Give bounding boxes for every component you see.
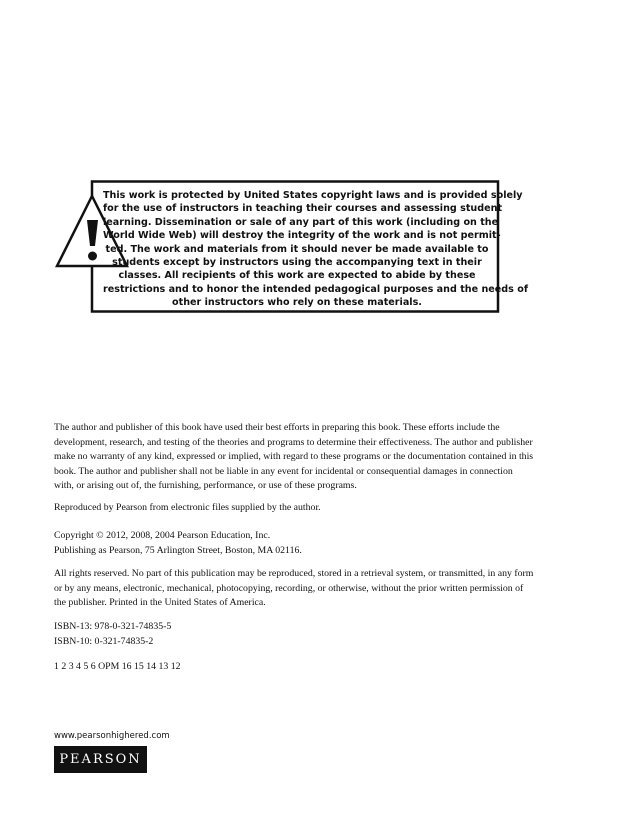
printing-numbers: 1 2 3 4 5 6 OPM 16 15 14 13 12 — [54, 661, 181, 672]
disclaimer-paragraph — [54, 421, 554, 494]
warning-line: This work is protected by United States copyright laws and is provided solely — [103, 190, 523, 201]
disclaimer-line: The author and publisher of this book have used their best efforts in preparing this book. These efforts include the — [54, 422, 500, 433]
pearson-logo-text: PEARSON — [59, 752, 142, 767]
copyright-line: Copyright © 2012, 2008, 2004 Pearson Education, Inc. — [54, 530, 271, 541]
rights-paragraph — [54, 567, 554, 611]
disclaimer-line: book. The author and publisher shall not be liable in any event for incidental or consequential damages in connection — [54, 465, 513, 477]
warning-line: other instructors who rely on these materials. — [172, 297, 422, 309]
isbn-10: ISBN-10: 0-321-74835-2 — [54, 635, 154, 647]
disclaimer-line: make no warranty of any kind, expressed or implied, with regard to these programs or the documentation contained in this — [54, 451, 534, 463]
disclaimer-line: development, research, and testing of the theories and programs to determine their effectiveness. The author and publisher — [54, 436, 533, 448]
copyright-warning-box — [55, 180, 528, 313]
rights-line: the publisher. Printed in the United States of America. — [54, 597, 266, 609]
warning-line: classes. All recipients of this work are expected to abide by these — [118, 270, 476, 282]
rights-line: or by any means, electronic, mechanical, photocopying, recording, or otherwise, without the prior written permission of — [54, 582, 524, 594]
printing-line — [54, 660, 554, 675]
warning-line: for the use of instructors in teaching their courses and assessing student — [103, 203, 503, 215]
warning-line: restrictions and to honor the intended pedagogical purposes and the needs of — [103, 283, 528, 295]
warning-line: learning. Dissemination or sale of any part of this work (including on the — [103, 216, 499, 228]
reproduced-note — [54, 501, 554, 516]
isbn-13: ISBN-13: 978-0-321-74835-5 — [54, 621, 172, 632]
warning-line: students except by instructors using the accompanying text in their — [112, 257, 482, 269]
copyright-block — [54, 529, 554, 558]
reproduced-line: Reproduced by Pearson from electronic files supplied by the author. — [54, 502, 321, 513]
warning-text — [103, 189, 528, 310]
warning-line: World Wide Web) will destroy the integrity of the work and is not permit- — [103, 230, 501, 242]
pearson-logo — [54, 746, 147, 773]
publisher-website: www.pearsonhighered.com — [54, 731, 170, 741]
warning-line: ted. The work and materials from it should never be made available to — [105, 243, 489, 255]
rights-line: All rights reserved. No part of this publication may be reproduced, stored in a retrieval system, or transmitted, in any form — [54, 568, 534, 579]
disclaimer-line: with, or arising out of, the furnishing, performance, or use of these programs. — [54, 480, 357, 492]
publisher-address-line: Publishing as Pearson, 75 Arlington Street, Boston, MA 02116. — [54, 544, 302, 556]
isbn-block — [54, 620, 554, 649]
